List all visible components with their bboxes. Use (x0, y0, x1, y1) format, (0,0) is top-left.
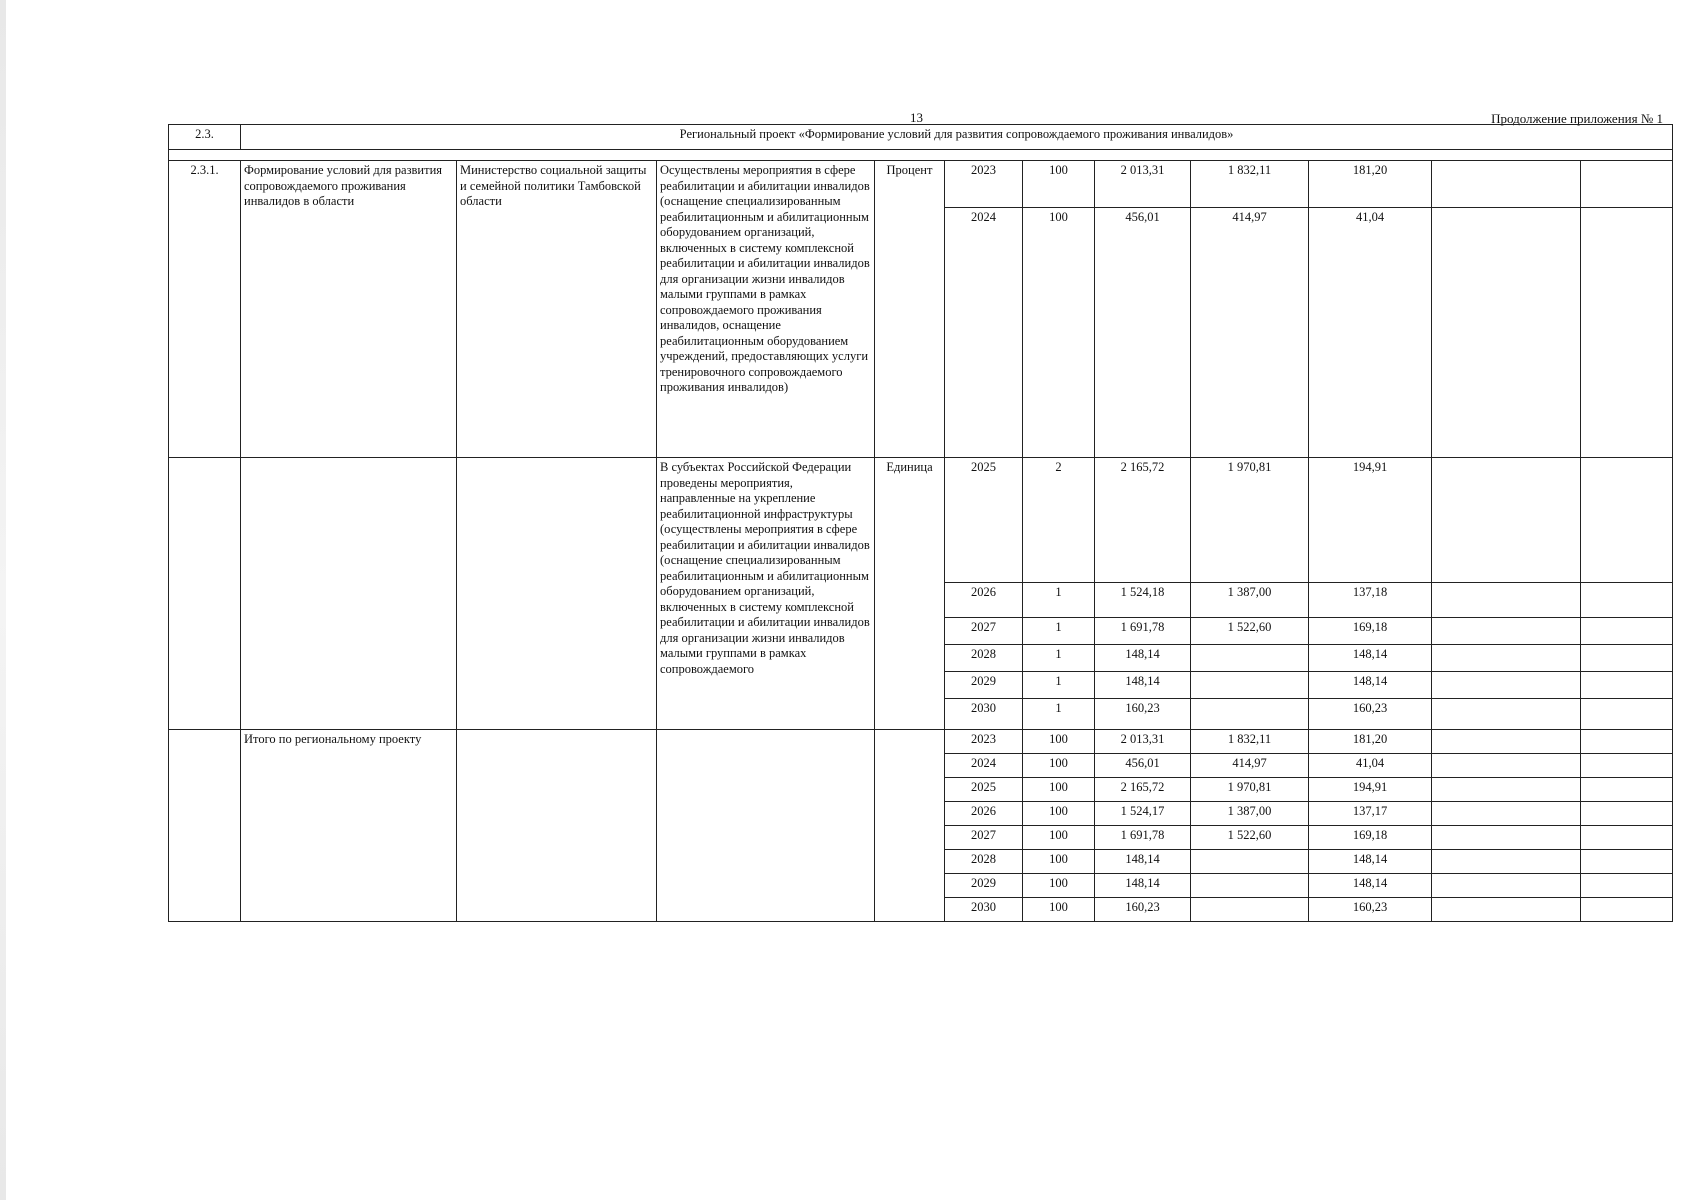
year-cell: 2029 (945, 672, 1023, 699)
empty-cell (1432, 699, 1581, 730)
total-cell: 148,14 (1095, 645, 1191, 672)
empty-cell (1581, 874, 1673, 898)
value-cell: 100 (1023, 898, 1095, 922)
total-cell: 160,23 (1095, 699, 1191, 730)
empty-cell (1432, 161, 1581, 208)
empty-cell (169, 730, 241, 922)
total-cell: 2 165,72 (1095, 458, 1191, 583)
page-number: 13 (910, 110, 923, 125)
empty-cell (1581, 778, 1673, 802)
item-name: Формирование условий для развития сопровождаемого проживания инвалидов в области (241, 161, 457, 458)
year-cell: 2025 (945, 778, 1023, 802)
section-number: 2.3. (169, 125, 241, 150)
federal-cell (1191, 850, 1309, 874)
federal-cell: 414,97 (1191, 208, 1309, 458)
empty-cell (1581, 458, 1673, 583)
empty-cell (1581, 618, 1673, 645)
empty-cell (1581, 699, 1673, 730)
result1-text: Осуществлены мероприятия в сфере реабилитации и абилитации инвалидов (оснащение специализированным реабилитационным и абилитационным оборудованием организаций, включенных в систему комплексной реабилитации и абилитации инвалидов для организации жизни инвалидов малыми группами в рамках сопровождаемого проживания инвалидов, оснащение реабилитационным оборудованием учреждений, предоставляющих услуги тренировочного сопровождаемого проживания инвалидов) (657, 161, 875, 458)
empty-cell (241, 458, 457, 730)
empty-cell (1432, 898, 1581, 922)
value-cell: 2 (1023, 458, 1095, 583)
year-cell: 2024 (945, 754, 1023, 778)
federal-cell: 1 970,81 (1191, 778, 1309, 802)
empty-cell (1432, 850, 1581, 874)
empty-cell (1581, 645, 1673, 672)
federal-cell: 1 970,81 (1191, 458, 1309, 583)
value-cell: 100 (1023, 850, 1095, 874)
empty-cell (657, 730, 875, 922)
empty-cell (1581, 802, 1673, 826)
federal-cell: 1 387,00 (1191, 802, 1309, 826)
totals-label: Итого по региональному проекту (241, 730, 457, 922)
empty-cell (1432, 208, 1581, 458)
regional-cell: 194,91 (1309, 458, 1432, 583)
table-row (169, 161, 1673, 208)
year-cell: 2027 (945, 826, 1023, 850)
empty-cell (1432, 754, 1581, 778)
empty-cell (1432, 672, 1581, 699)
value-cell: 100 (1023, 874, 1095, 898)
empty-cell (1432, 645, 1581, 672)
empty-cell (169, 458, 241, 730)
empty-cell (1432, 802, 1581, 826)
regional-cell: 181,20 (1309, 161, 1432, 208)
regional-cell: 169,18 (1309, 826, 1432, 850)
federal-cell (1191, 898, 1309, 922)
empty-cell (1581, 161, 1673, 208)
value-cell: 1 (1023, 583, 1095, 618)
year-cell: 2023 (945, 161, 1023, 208)
federal-cell: 414,97 (1191, 754, 1309, 778)
empty-cell (1432, 730, 1581, 754)
total-cell: 2 165,72 (1095, 778, 1191, 802)
value-cell: 1 (1023, 672, 1095, 699)
program-table (168, 124, 1673, 922)
value-cell: 100 (1023, 161, 1095, 208)
federal-cell (1191, 699, 1309, 730)
federal-cell: 1 387,00 (1191, 583, 1309, 618)
federal-cell: 1 832,11 (1191, 161, 1309, 208)
total-cell: 148,14 (1095, 850, 1191, 874)
empty-cell (457, 730, 657, 922)
result2-unit: Единица (875, 458, 945, 730)
regional-cell: 148,14 (1309, 874, 1432, 898)
empty-cell (1432, 618, 1581, 645)
item-number: 2.3.1. (169, 161, 241, 458)
section-row (169, 125, 1673, 150)
value-cell: 1 (1023, 645, 1095, 672)
year-cell: 2024 (945, 208, 1023, 458)
year-cell: 2029 (945, 874, 1023, 898)
totals-row (169, 730, 1673, 754)
year-cell: 2028 (945, 850, 1023, 874)
value-cell: 100 (1023, 754, 1095, 778)
regional-cell: 160,23 (1309, 898, 1432, 922)
empty-cell (1581, 754, 1673, 778)
empty-cell (1581, 208, 1673, 458)
year-cell: 2027 (945, 618, 1023, 645)
value-cell: 100 (1023, 208, 1095, 458)
table-row (169, 458, 1673, 583)
regional-cell: 137,17 (1309, 802, 1432, 826)
empty-cell (1432, 826, 1581, 850)
regional-cell: 148,14 (1309, 850, 1432, 874)
regional-cell: 137,18 (1309, 583, 1432, 618)
empty-cell (1432, 778, 1581, 802)
regional-cell: 148,14 (1309, 645, 1432, 672)
regional-cell: 169,18 (1309, 618, 1432, 645)
result2-text: В субъектах Российской Федерации проведены мероприятия, направленные на укрепление реабилитационной инфраструктуры (осуществлены мероприятия в сфере реабилитации и абилитации инвалидов (оснащение специализированным реабилитационным и абилитационным оборудованием организаций, включенных в систему комплексной реабилитации и абилитации инвалидов для организации жизни инвалидов малыми группами в рамках сопровождаемого (657, 458, 875, 730)
result1-unit: Процент (875, 161, 945, 458)
section-gap (169, 150, 1673, 161)
value-cell: 100 (1023, 730, 1095, 754)
total-cell: 2 013,31 (1095, 161, 1191, 208)
empty-cell (875, 730, 945, 922)
value-cell: 100 (1023, 778, 1095, 802)
value-cell: 100 (1023, 826, 1095, 850)
regional-cell: 41,04 (1309, 754, 1432, 778)
regional-cell: 194,91 (1309, 778, 1432, 802)
value-cell: 1 (1023, 618, 1095, 645)
empty-cell (1581, 826, 1673, 850)
total-cell: 1 524,17 (1095, 802, 1191, 826)
federal-cell (1191, 645, 1309, 672)
total-cell: 2 013,31 (1095, 730, 1191, 754)
year-cell: 2030 (945, 898, 1023, 922)
scan-edge (0, 0, 6, 1200)
empty-cell (1581, 850, 1673, 874)
total-cell: 456,01 (1095, 754, 1191, 778)
regional-cell: 181,20 (1309, 730, 1432, 754)
year-cell: 2028 (945, 645, 1023, 672)
total-cell: 148,14 (1095, 874, 1191, 898)
section-title: Региональный проект «Формирование условий для развития сопровождаемого проживания инвалидов» (241, 125, 1673, 150)
empty-cell (1432, 458, 1581, 583)
year-cell: 2026 (945, 802, 1023, 826)
federal-cell: 1 832,11 (1191, 730, 1309, 754)
federal-cell: 1 522,60 (1191, 618, 1309, 645)
total-cell: 1 524,18 (1095, 583, 1191, 618)
federal-cell: 1 522,60 (1191, 826, 1309, 850)
empty-cell (1581, 730, 1673, 754)
empty-cell (1581, 898, 1673, 922)
total-cell: 1 691,78 (1095, 618, 1191, 645)
empty-cell (1581, 583, 1673, 618)
regional-cell: 148,14 (1309, 672, 1432, 699)
regional-cell: 160,23 (1309, 699, 1432, 730)
empty-cell (1581, 672, 1673, 699)
empty-cell (457, 458, 657, 730)
year-cell: 2023 (945, 730, 1023, 754)
item-executor: Министерство социальной защиты и семейной политики Тамбовской области (457, 161, 657, 458)
total-cell: 148,14 (1095, 672, 1191, 699)
empty-cell (1432, 874, 1581, 898)
regional-cell: 41,04 (1309, 208, 1432, 458)
value-cell: 100 (1023, 802, 1095, 826)
total-cell: 1 691,78 (1095, 826, 1191, 850)
federal-cell (1191, 672, 1309, 699)
continuation-note: Продолжение приложения № 1 (1491, 111, 1663, 126)
federal-cell (1191, 874, 1309, 898)
year-cell: 2026 (945, 583, 1023, 618)
empty-cell (1432, 583, 1581, 618)
total-cell: 456,01 (1095, 208, 1191, 458)
value-cell: 1 (1023, 699, 1095, 730)
year-cell: 2025 (945, 458, 1023, 583)
total-cell: 160,23 (1095, 898, 1191, 922)
year-cell: 2030 (945, 699, 1023, 730)
